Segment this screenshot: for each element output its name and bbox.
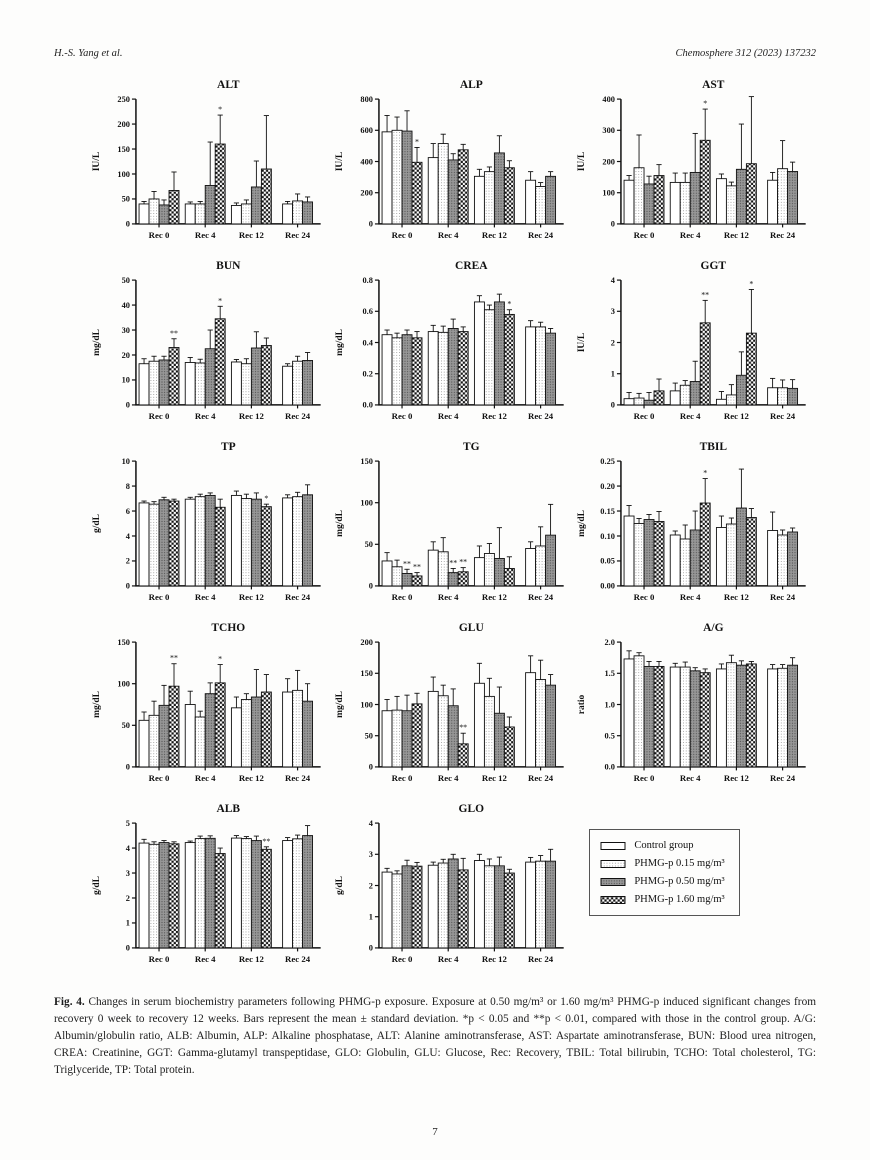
svg-text:0.15: 0.15 xyxy=(600,506,616,516)
legend-item-050 xyxy=(600,876,724,887)
svg-text:Rec 0: Rec 0 xyxy=(148,772,170,783)
svg-text:*: * xyxy=(749,279,754,289)
legend-label: PHMG-p 0.15 mg/m³ xyxy=(634,858,725,869)
svg-text:Rec 0: Rec 0 xyxy=(391,772,413,783)
svg-text:Rec 12: Rec 12 xyxy=(238,953,264,964)
svg-text:g/dL: g/dL xyxy=(334,876,345,895)
svg-text:2: 2 xyxy=(125,893,130,903)
svg-text:Rec 4: Rec 4 xyxy=(680,229,701,240)
figure-chart-grid xyxy=(88,75,816,980)
svg-text:Rec 24: Rec 24 xyxy=(527,591,553,602)
svg-text:**: ** xyxy=(458,557,467,567)
svg-text:*: * xyxy=(218,296,223,306)
svg-text:*: * xyxy=(703,468,708,478)
svg-text:1: 1 xyxy=(611,369,616,379)
svg-text:0: 0 xyxy=(368,581,373,591)
svg-text:Rec 4: Rec 4 xyxy=(680,772,701,783)
svg-text:Rec 24: Rec 24 xyxy=(527,772,553,783)
svg-text:0: 0 xyxy=(125,219,130,229)
svg-text:3: 3 xyxy=(611,307,616,317)
legend-label: Control group xyxy=(634,840,694,851)
svg-text:Rec 12: Rec 12 xyxy=(238,229,264,240)
svg-text:2: 2 xyxy=(125,556,130,566)
svg-text:0.6: 0.6 xyxy=(362,307,373,317)
svg-text:0: 0 xyxy=(125,400,130,410)
chart-tp xyxy=(88,437,331,618)
chart-tcho xyxy=(88,618,331,799)
svg-text:0.0: 0.0 xyxy=(604,762,616,772)
svg-text:Rec 0: Rec 0 xyxy=(634,591,655,602)
svg-text:IU/L: IU/L xyxy=(577,332,588,353)
svg-text:100: 100 xyxy=(117,679,130,689)
svg-text:Rec 24: Rec 24 xyxy=(770,229,796,240)
svg-text:100: 100 xyxy=(117,169,130,179)
legend-cell xyxy=(573,799,816,980)
svg-text:**: ** xyxy=(402,559,411,569)
svg-text:Rec 24: Rec 24 xyxy=(527,410,553,421)
svg-text:Rec 4: Rec 4 xyxy=(194,953,216,964)
chart-glo xyxy=(331,799,574,980)
svg-text:100: 100 xyxy=(602,188,616,198)
svg-text:8: 8 xyxy=(125,481,130,491)
svg-text:600: 600 xyxy=(360,126,373,136)
svg-text:0: 0 xyxy=(611,400,616,410)
svg-text:CREA: CREA xyxy=(454,260,488,273)
svg-text:ALP: ALP xyxy=(459,79,483,92)
svg-text:GLO: GLO xyxy=(458,803,484,816)
chart-tbil xyxy=(573,437,816,618)
svg-text:Rec 24: Rec 24 xyxy=(527,953,553,964)
svg-text:mg/dL: mg/dL xyxy=(334,691,345,718)
svg-text:0.0: 0.0 xyxy=(362,400,373,410)
legend xyxy=(589,829,739,916)
svg-text:0.10: 0.10 xyxy=(600,531,616,541)
header-journal: Chemosphere 312 (2023) 137232 xyxy=(675,48,816,59)
chart-ag xyxy=(573,618,816,799)
svg-text:*: * xyxy=(218,105,223,115)
svg-text:Rec 0: Rec 0 xyxy=(391,229,413,240)
svg-text:50: 50 xyxy=(121,194,130,204)
chart-glu xyxy=(331,618,574,799)
svg-text:Rec 0: Rec 0 xyxy=(634,772,655,783)
svg-text:ratio: ratio xyxy=(577,694,588,715)
svg-text:150: 150 xyxy=(360,669,373,679)
svg-text:150: 150 xyxy=(117,637,130,647)
legend-swatch-015-icon xyxy=(600,859,626,869)
svg-text:200: 200 xyxy=(602,157,616,167)
svg-text:3: 3 xyxy=(125,868,130,878)
svg-text:100: 100 xyxy=(360,700,373,710)
svg-text:200: 200 xyxy=(117,119,130,129)
svg-text:Rec 24: Rec 24 xyxy=(770,410,796,421)
svg-text:IU/L: IU/L xyxy=(334,151,345,172)
svg-text:0: 0 xyxy=(611,219,616,229)
svg-text:0.2: 0.2 xyxy=(362,369,373,379)
svg-text:150: 150 xyxy=(117,144,130,154)
svg-text:Rec 0: Rec 0 xyxy=(391,410,413,421)
svg-text:ALB: ALB xyxy=(216,803,241,816)
svg-text:**: ** xyxy=(448,558,457,568)
svg-text:GGT: GGT xyxy=(700,260,727,273)
svg-text:GLU: GLU xyxy=(458,622,484,635)
svg-text:*: * xyxy=(264,494,269,504)
svg-text:4: 4 xyxy=(368,818,373,828)
svg-text:0.8: 0.8 xyxy=(362,275,373,285)
svg-text:50: 50 xyxy=(364,731,373,741)
svg-text:**: ** xyxy=(458,723,467,733)
svg-text:**: ** xyxy=(262,836,271,846)
svg-text:40: 40 xyxy=(121,300,130,310)
svg-text:200: 200 xyxy=(360,637,373,647)
svg-text:50: 50 xyxy=(121,275,130,285)
chart-alb xyxy=(88,799,331,980)
svg-text:Rec 12: Rec 12 xyxy=(481,229,507,240)
figure-caption xyxy=(54,994,816,1079)
svg-text:Rec 24: Rec 24 xyxy=(770,591,796,602)
svg-text:Rec 24: Rec 24 xyxy=(285,229,311,240)
svg-text:Rec 4: Rec 4 xyxy=(680,591,701,602)
svg-text:IU/L: IU/L xyxy=(577,151,588,172)
chart-bun xyxy=(88,256,331,437)
svg-text:mg/dL: mg/dL xyxy=(91,329,102,356)
svg-text:50: 50 xyxy=(121,721,130,731)
svg-text:Rec 12: Rec 12 xyxy=(724,591,750,602)
svg-text:Rec 4: Rec 4 xyxy=(437,410,459,421)
svg-text:Rec 12: Rec 12 xyxy=(238,410,264,421)
svg-text:0: 0 xyxy=(125,581,130,591)
svg-text:Rec 24: Rec 24 xyxy=(285,953,311,964)
svg-text:mg/dL: mg/dL xyxy=(577,510,588,537)
legend-swatch-160-icon xyxy=(600,895,626,905)
svg-text:10: 10 xyxy=(121,375,130,385)
chart-tg xyxy=(331,437,574,618)
svg-text:4: 4 xyxy=(125,531,130,541)
svg-text:0.5: 0.5 xyxy=(604,731,616,741)
figure-caption-label: Fig. 4. xyxy=(54,996,85,1008)
svg-text:Rec 24: Rec 24 xyxy=(285,772,311,783)
legend-item-control xyxy=(600,840,724,851)
svg-text:Rec 12: Rec 12 xyxy=(481,410,507,421)
svg-text:1: 1 xyxy=(368,912,373,922)
svg-text:Rec 0: Rec 0 xyxy=(634,229,655,240)
svg-text:1.0: 1.0 xyxy=(604,700,616,710)
svg-text:TBIL: TBIL xyxy=(699,441,728,454)
svg-text:mg/dL: mg/dL xyxy=(91,691,102,718)
svg-text:Rec 12: Rec 12 xyxy=(481,591,507,602)
chart-alt xyxy=(88,75,331,256)
svg-text:Rec 0: Rec 0 xyxy=(148,591,170,602)
legend-label: PHMG-p 0.50 mg/m³ xyxy=(634,876,725,887)
svg-text:Rec 12: Rec 12 xyxy=(238,772,264,783)
page-header xyxy=(54,48,816,59)
svg-text:ALT: ALT xyxy=(217,79,240,92)
svg-text:TCHO: TCHO xyxy=(211,622,246,635)
svg-text:Rec 0: Rec 0 xyxy=(391,953,413,964)
svg-text:100: 100 xyxy=(360,498,373,508)
svg-text:**: ** xyxy=(701,290,710,300)
svg-text:Rec 4: Rec 4 xyxy=(194,772,216,783)
svg-text:2: 2 xyxy=(611,338,616,348)
svg-text:Rec 0: Rec 0 xyxy=(634,410,655,421)
svg-text:0.4: 0.4 xyxy=(362,338,373,348)
svg-text:Rec 4: Rec 4 xyxy=(680,410,701,421)
svg-text:Rec 12: Rec 12 xyxy=(724,772,750,783)
chart-ast xyxy=(573,75,816,256)
svg-text:4: 4 xyxy=(125,843,130,853)
legend-item-015 xyxy=(600,858,724,869)
svg-text:Rec 0: Rec 0 xyxy=(148,229,170,240)
svg-text:Rec 4: Rec 4 xyxy=(437,229,459,240)
svg-text:mg/dL: mg/dL xyxy=(334,329,345,356)
svg-text:Rec 0: Rec 0 xyxy=(148,953,170,964)
svg-text:400: 400 xyxy=(360,157,373,167)
svg-text:*: * xyxy=(218,654,223,664)
svg-text:**: ** xyxy=(170,328,178,338)
svg-text:Rec 0: Rec 0 xyxy=(148,410,170,421)
svg-text:Rec 12: Rec 12 xyxy=(724,410,750,421)
svg-text:0.25: 0.25 xyxy=(600,456,616,466)
svg-text:30: 30 xyxy=(121,325,130,335)
svg-text:mg/dL: mg/dL xyxy=(334,510,345,537)
svg-text:g/dL: g/dL xyxy=(91,876,102,895)
svg-text:6: 6 xyxy=(125,506,130,516)
svg-text:**: ** xyxy=(170,653,178,663)
svg-text:*: * xyxy=(414,137,419,147)
chart-crea xyxy=(331,256,574,437)
svg-text:Rec 4: Rec 4 xyxy=(194,591,216,602)
figure-caption-text: Changes in serum biochemistry parameters following PHMG-p exposure. Exposure at 0.50 mg/m³ or 1.60 mg/m³ PHMG-p induced significant changes from recovery 0 week to recovery 12 weeks. Bars represent the mean ± standard deviation. *p < 0.05 and **p < 0.01, compared with those in the control group. A/G: Albumin/globulin ratio, ALB: Albumin, ALP: Alkaline phosphatase, ALT: Alanine aminotransferase, AST: Aspartate aminotransferase, BUN: Blood urea nitrogen, CREA: Creatinine, GGT: Gamma-glutamyl transpeptidase, GLO: Globulin, GLU: Glucose, Rec: Recovery, TBIL: Total bilirubin, TCHO: Total cholesterol, TG: Triglyceride, TP: Total protein. xyxy=(54,996,817,1076)
svg-text:0: 0 xyxy=(368,943,373,953)
svg-text:Rec 4: Rec 4 xyxy=(437,772,459,783)
svg-text:800: 800 xyxy=(360,94,373,104)
svg-text:400: 400 xyxy=(602,94,616,104)
svg-text:AST: AST xyxy=(702,79,725,92)
svg-text:0: 0 xyxy=(368,762,373,772)
svg-text:Rec 12: Rec 12 xyxy=(724,229,750,240)
svg-text:10: 10 xyxy=(121,456,130,466)
header-authors: H.-S. Yang et al. xyxy=(54,48,123,59)
legend-item-160 xyxy=(600,894,724,905)
svg-text:0: 0 xyxy=(125,943,130,953)
svg-text:0: 0 xyxy=(368,219,373,229)
svg-text:0.00: 0.00 xyxy=(600,581,616,591)
svg-text:*: * xyxy=(703,99,708,109)
svg-text:2: 2 xyxy=(368,881,373,891)
svg-text:*: * xyxy=(507,299,512,309)
page-number: 7 xyxy=(432,1126,438,1138)
chart-alp xyxy=(331,75,574,256)
svg-text:A/G: A/G xyxy=(703,622,724,635)
svg-text:Rec 12: Rec 12 xyxy=(238,591,264,602)
svg-text:0: 0 xyxy=(125,762,130,772)
svg-text:0.05: 0.05 xyxy=(600,556,616,566)
svg-text:2.0: 2.0 xyxy=(604,637,616,647)
svg-text:0.20: 0.20 xyxy=(600,481,616,491)
svg-text:Rec 0: Rec 0 xyxy=(391,591,413,602)
svg-text:Rec 24: Rec 24 xyxy=(285,591,311,602)
svg-text:Rec 24: Rec 24 xyxy=(770,772,796,783)
svg-text:Rec 4: Rec 4 xyxy=(194,229,216,240)
svg-text:IU/L: IU/L xyxy=(91,151,102,172)
svg-text:1.5: 1.5 xyxy=(604,669,616,679)
svg-text:50: 50 xyxy=(364,540,373,550)
legend-label: PHMG-p 1.60 mg/m³ xyxy=(634,894,725,905)
svg-text:150: 150 xyxy=(360,456,373,466)
chart-ggt xyxy=(573,256,816,437)
svg-text:1: 1 xyxy=(125,918,130,928)
svg-text:3: 3 xyxy=(368,850,373,860)
svg-text:TG: TG xyxy=(462,441,480,454)
svg-text:BUN: BUN xyxy=(216,260,241,273)
svg-text:Rec 12: Rec 12 xyxy=(481,953,507,964)
svg-text:4: 4 xyxy=(611,275,616,285)
svg-text:300: 300 xyxy=(602,126,616,136)
svg-text:Rec 24: Rec 24 xyxy=(527,229,553,240)
legend-swatch-050-icon xyxy=(600,877,626,887)
svg-text:Rec 12: Rec 12 xyxy=(481,772,507,783)
legend-swatch-control-icon xyxy=(600,841,626,851)
svg-text:20: 20 xyxy=(121,350,130,360)
svg-text:250: 250 xyxy=(117,94,130,104)
svg-text:Rec 4: Rec 4 xyxy=(194,410,216,421)
svg-text:Rec 4: Rec 4 xyxy=(437,591,459,602)
svg-text:TP: TP xyxy=(220,441,236,454)
svg-text:Rec 4: Rec 4 xyxy=(437,953,459,964)
svg-text:Rec 24: Rec 24 xyxy=(285,410,311,421)
svg-text:5: 5 xyxy=(125,818,130,828)
svg-text:**: ** xyxy=(412,562,421,572)
svg-text:g/dL: g/dL xyxy=(91,514,102,533)
svg-text:200: 200 xyxy=(360,188,373,198)
